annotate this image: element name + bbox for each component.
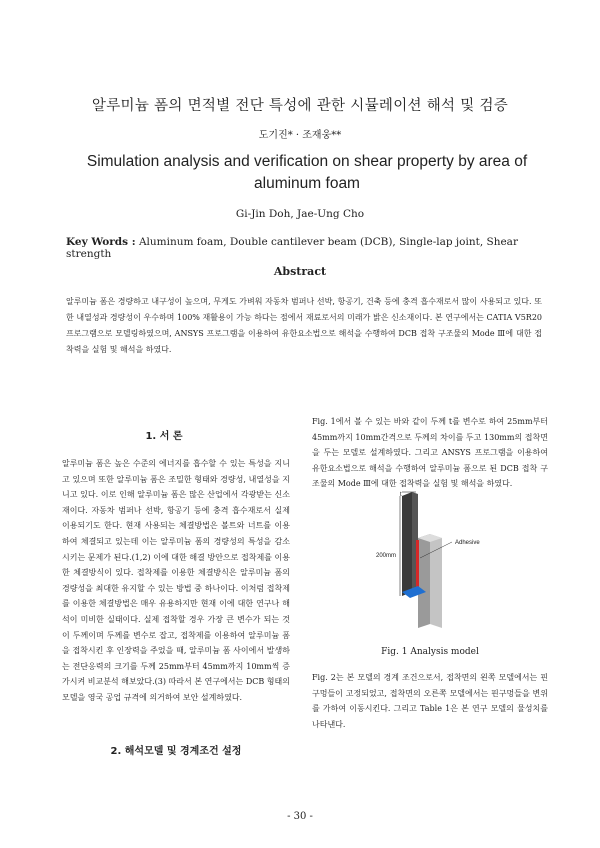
paper-title-english: Simulation analysis and verification on shear property by area of aluminum foam — [86, 153, 528, 192]
figure-label-adhesive: Adhesive — [455, 540, 480, 546]
figure-label-thickness: t — [400, 492, 402, 498]
figure-caption: Fig. 1 Analysis model — [381, 647, 479, 657]
figure-label-length: 200mm — [376, 553, 397, 559]
right-column-paragraph-2: Fig. 2는 본 모델의 경계 조건으로서, 접착면의 왼쪽 모델에서는 핀구멍들이 고정되었고, 접착면의 오른쪽 모델에서는 핀구멍들을 변위를 가하여 이동시킨다. 그리고 Table 1은 본 연구 모델의 물성치를 나타낸다. — [312, 673, 548, 729]
abstract-body: 알루미늄 폼은 경량하고 내구성이 높으며, 무게도 가벼워 자동차 범퍼나 선박, 항공기, 건축 등에 충격 흡수재로서 많이 사용되고 있다. 또한 내열성과 경량성이 우수하며 100% 재활용이 가능 하다는 점에서 재료로서의 미래가 밝은 신소재이다. 본 연구에서는 CATIA V5R20 프로그램으로 모델링하였으며, ANSYS 프로그램을 이용하여 유한요소법으로 해석을 수행하여 DCB 접착 구조물의 Mode Ⅲ에 대한 접착력을 실험 및 해석을 하였다. — [66, 297, 542, 354]
section1-body: 알루미늄 폼은 높은 수준의 에너지를 흡수할 수 있는 특성을 지니고 있으며 또한 알루미늄 폼은 조밀한 형태와 경량성, 내열성을 지니고 있다. 이로 인해 알루미늄 폼은 많은 산업에서 각광받는 신소재이다. 자동차 범퍼나 선박, 항공기 등에 충격 흡수재로서 실제 이용되기도 한다. 현재 사용되는 체결방법은 볼트와 너트를 이용하여 체결되고 있는데 이는 알루미늄 폼의 경량성의 특성을 감소시키는 문제가 된다.(1,2) 이에 대한 해결 방안으로 접착제를 이용한 체결방식이 있다. 접착제를 이용한 체결방식은 알루미늄 폼의 경량성을 최대한 유지할 수 있는 방법 중 하나이다. 이처럼 접착제를 이용한 체결방법은 매우 유용하지만 현재 이에 대한 연구나 해석이 미비한 실태이다. 실제 접착할 경우 가장 큰 변수가 되는 것이 두께이며 두께를 변수로 잡고, 접착제를 이용하여 알루미늄 폼을 접착시킨 후 인장력을 주었을 때, 알루미늄 폼 사이에서 발생하는 전단응력의 크기를 두께 25mm부터 45mm까지 10mm씩 증가시켜 비교분석 해보았다.(3) 따라서 본 연구에서는 DCB 형태의 모델을 영국 공업 규격에 의거하여 보안 설계하였다. — [62, 459, 290, 702]
authors-english: Gi-Jin Doh, Jae-Ung Cho — [235, 208, 365, 220]
abstract-heading: Abstract — [273, 265, 327, 278]
right-block-side — [418, 534, 430, 628]
page-number: - 30 - — [287, 811, 313, 822]
right-column-paragraph-1: Fig. 1에서 볼 수 있는 바와 같이 두께 t를 변수로 하여 25mm부터 45mm까지 10mm간격으로 두께의 차이를 두고 130mm의 접착면을 두는 모델로 설계하였다. 그리고 ANSYS 프로그램을 이용하여 유한요소법으로 해석을 수행하여 알루미늄 폼으로 된 DCB 접착 구조물의 Mode Ⅲ에 대한 접착력을 실험 및 해석을 하였다. — [312, 417, 548, 489]
section2-heading: 2. 해석모델 및 경계조건 설정 — [110, 746, 242, 757]
authors-korean: 도기진* · 조재웅** — [258, 130, 342, 141]
paper-title-korean: 알루미늄 폼의 면적별 전단 특성에 관한 시뮬레이션 해석 및 검증 — [91, 98, 509, 114]
section1-heading: 1. 서 론 — [145, 431, 183, 442]
keywords-label: Key Words : — [66, 236, 136, 248]
keywords-text: Aluminum foam, Double cantilever beam (DCB), Single-lap joint, Shear strength — [66, 236, 518, 260]
left-block-side — [402, 492, 412, 596]
keywords-line — [66, 236, 556, 260]
adhesive-layer — [416, 540, 419, 592]
